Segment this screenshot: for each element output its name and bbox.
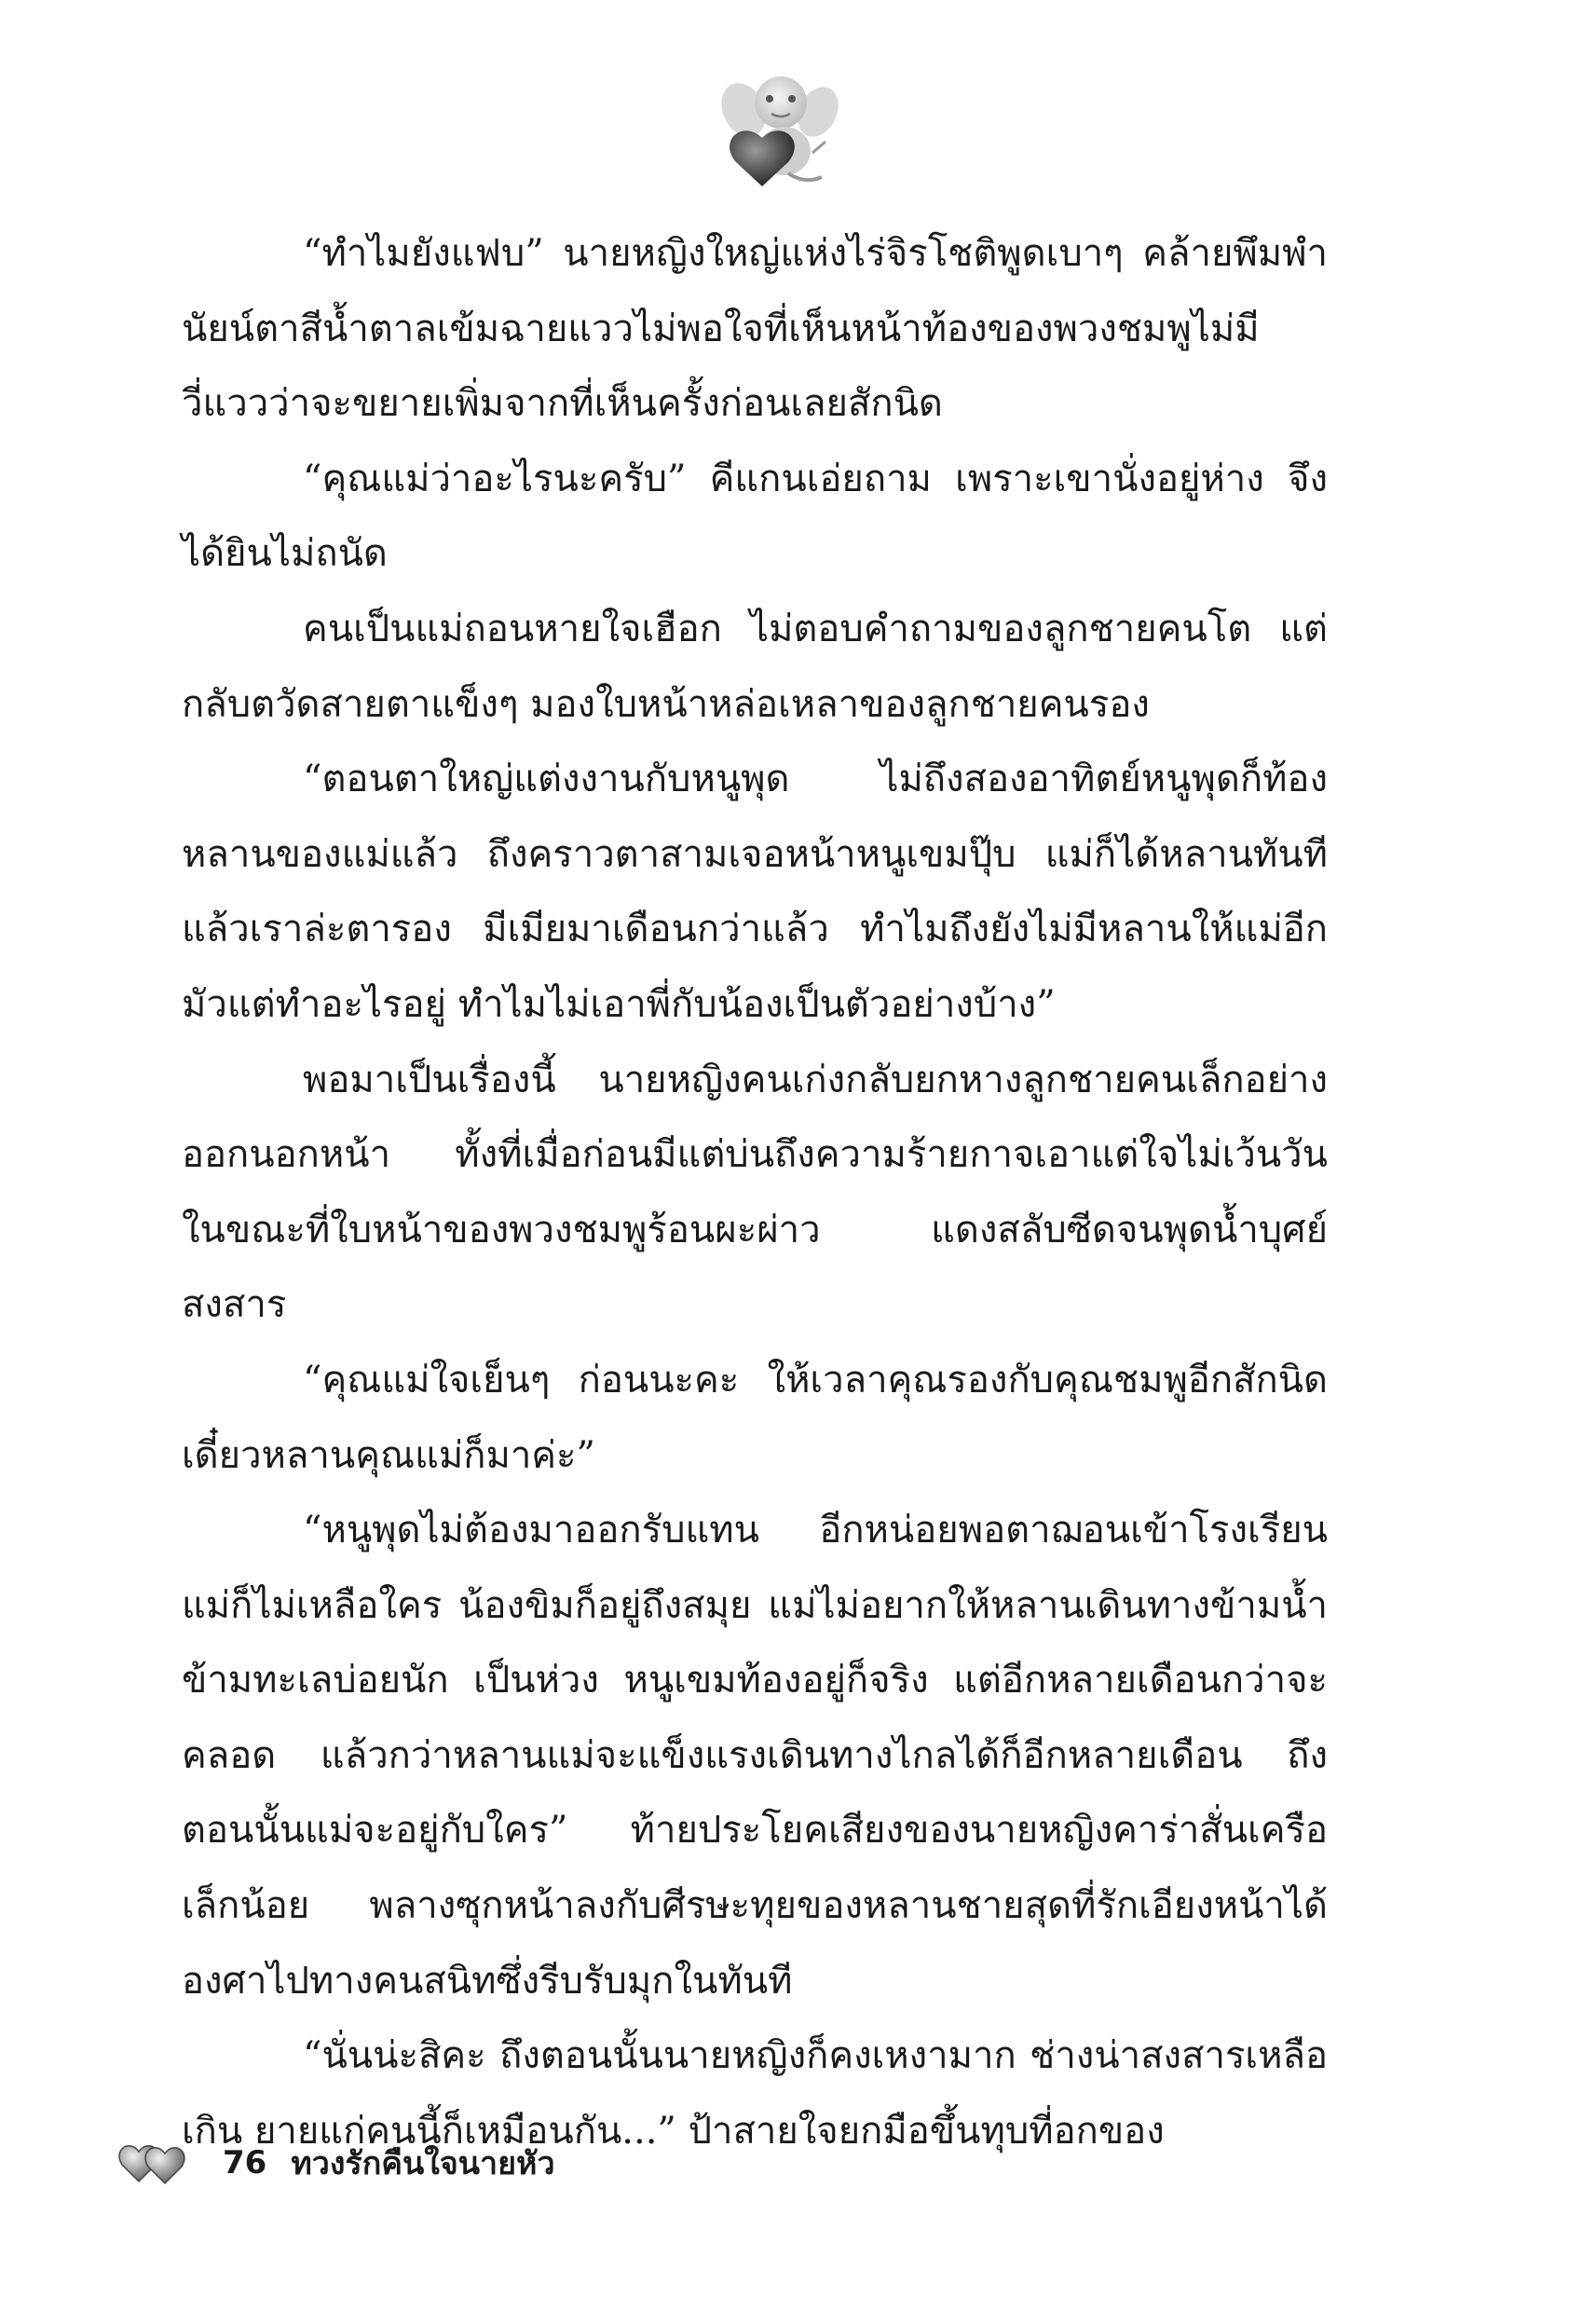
paragraph: “ทำไมยังแฟบ” นายหญิงใหญ่แห่งไร่จิรโชติพูดเบาๆ คล้ายพึมพำ นัยน์ตาสีน้ำตาลเข้มฉายแววไม่พอใจที่เห็นหน้าท้องของพวงชมพูไม่มีวี่แววว่าจะขยายเพิ่มจากที่เห็นครั้งก่อนเลยสักนิด (182, 232, 1328, 426)
book-title: ทวงรักคืนใจนายหัว (291, 2145, 555, 2182)
cupid-heart-ornament-icon (708, 65, 848, 196)
page-footer (116, 2130, 555, 2195)
paragraph: “ตอนตาใหญ่แต่งงานกับหนูพุด ไม่ถึงสองอาทิตย์หนูพุดก็ท้องหลานของแม่แล้ว ถึงคราวตาสามเจอหน้าหนูเขมปุ๊บ แม่ก็ได้หลานทันที แล้วเราล่ะตารอง มีเมียมาเดือนกว่าแล้ว ทำไมถึงยังไม่มีหลานให้แม่อีก มัวแต่ทำอะไรอยู่ ทำไมไม่เอาพี่กับน้องเป็นตัวอย่างบ้าง” (182, 758, 1328, 1026)
hearts-icon (116, 2137, 191, 2189)
paragraph: พอมาเป็นเรื่องนี้ นายหญิงคนเก่งกลับยกหางลูกชายคนเล็กอย่างออกนอกหน้า ทั้งที่เมื่อก่อนมีแต่บ่นถึงความร้ายกาจเอาแต่ใจไม่เว้นวัน ในขณะที่ใบหน้าของพวงชมพูร้อนผะผ่าว แดงสลับซีดจนพุดน้ำบุศย์สงสาร (182, 1058, 1328, 1327)
body-text (182, 216, 1328, 2168)
paragraph: “หนูพุดไม่ต้องมาออกรับแทน อีกหน่อยพอตาฌอนเข้าโรงเรียน แม่ก็ไม่เหลือใคร น้องขิมก็อยู่ถึงสมุย แม่ไม่อยากให้หลานเดินทางข้ามน้ำข้ามทะเลบ่อยนัก เป็นห่วง หนูเขมท้องอยู่ก็จริง แต่อีกหลายเดือนกว่าจะคลอด แล้วกว่าหลานแม่จะแข็งแรงเดินทางไกลได้ก็อีกหลายเดือน ถึงตอนนั้นแม่จะอยู่กับใคร” ท้ายประโยคเสียงของนายหญิงคาร่าสั่นเครือเล็กน้อย พลางซุกหน้าลงกับศีรษะทุยของหลานชายสุดที่รักเอียงหน้าได้องศาไปทางคนสนิทซึ่งรีบรับมุกในทันที (182, 1509, 1328, 2003)
paragraph: “คุณแม่ว่าอะไรนะครับ” คีแกนเอ่ยถาม เพราะเขานั่งอยู่ห่าง จึงได้ยินไม่ถนัด (182, 457, 1328, 576)
page-number: 76 (223, 2144, 267, 2181)
paragraph: คนเป็นแม่ถอนหายใจเฮือก ไม่ตอบคำถามของลูกชายคนโต แต่กลับตวัดสายตาแข็งๆ มองใบหน้าหล่อเหลาของลูกชายคนรอง (182, 607, 1328, 726)
paragraph: “นั่นน่ะสิคะ ถึงตอนนั้นนายหญิงก็คงเหงามาก ช่างน่าสงสารเหลือเกิน ยายแก่คนนี้ก็เหมือนกัน...” ป้าสายใจยกมือขึ้นทุบที่อกของ (182, 2034, 1328, 2153)
paragraph: “คุณแม่ใจเย็นๆ ก่อนนะคะ ให้เวลาคุณรองกับคุณชมพูอีกสักนิด เดี๋ยวหลานคุณแม่ก็มาค่ะ” (182, 1358, 1328, 1477)
